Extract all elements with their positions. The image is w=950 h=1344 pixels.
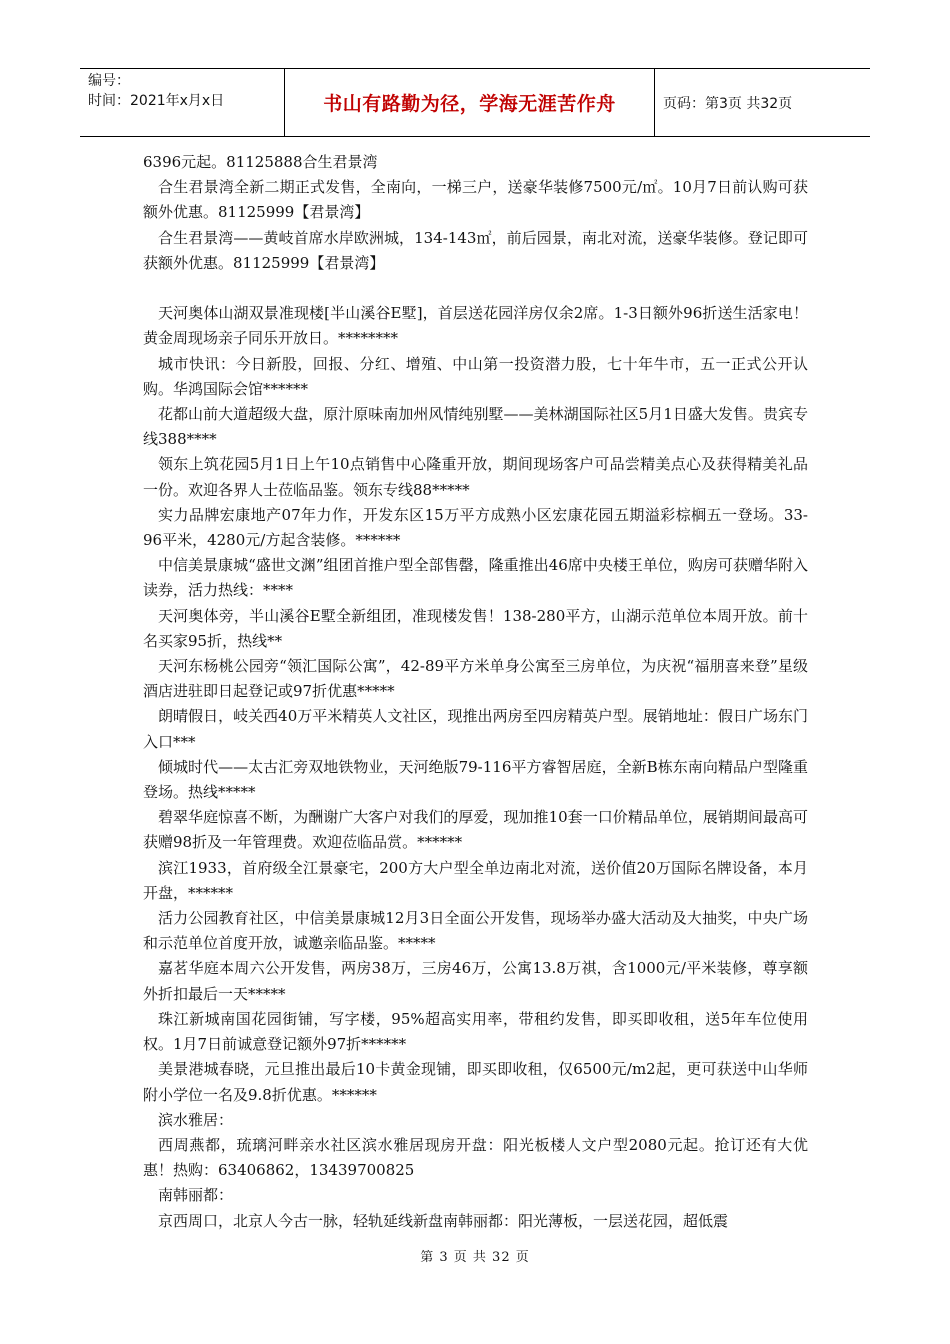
body-paragraph: 领东上筑花园5月1日上午10点销售中心隆重开放，期间现场客户可品尝精美点心及获得精美礼品一份。欢迎各界人士莅临品鉴。领东专线88***** — [143, 455, 808, 499]
body-paragraph: 天河奥体山湖双景准现楼[半山溪谷E墅]，首层送花园洋房仅余2席。1-3日额外96折送生活家电！黄金周现场亲子同乐开放日。******** — [143, 304, 808, 348]
body-paragraph: 天河奥体旁，半山溪谷E墅全新组团，准现楼发售！138-280平方，山湖示范单位本周开放。前十名买家95折，热线** — [143, 606, 808, 650]
body-paragraph: 倾城时代——太古汇旁双地铁物业，天河绝版79-116平方睿智居庭，全新B栋东南向精品户型隆重登场。热线***** — [143, 757, 809, 802]
body-paragraph: 花都山前大道超级大盘，原汁原味南加州风情纯别墅——美林湖国际社区5月1日盛大发售。贵宾专线388**** — [143, 405, 808, 449]
body-paragraph: 珠江新城南国花园街铺，写字楼，95%超高实用率，带租约发售，即买即收租，送5年车位使用权。1月7日前诚意登记额外97折****** — [143, 1009, 808, 1054]
page-footer: 第 3 页 共 32 页 — [420, 1250, 530, 1265]
header-motto: 书山有路勤为径，学海无涯苦作舟 — [285, 69, 655, 136]
body-paragraph: 朗晴假日，岐关西40万平米精英人文社区，现推出两房至四房精英户型。展销地址：假日广场东门入口*** — [143, 707, 808, 751]
body-paragraph: 实力品牌宏康地产07年力作，开发东区15万平方成熟小区宏康花园五期溢彩棕榈五一登场。33-96平米，4280元/方起含装修。****** — [143, 505, 808, 550]
body-paragraph: 6396元起。81125888合生君景湾 — [143, 153, 378, 171]
body-paragraph: 滨江1933，首府级全江景豪宅，200方大户型全单边南北对流，送价值20万国际名牌设备，本月开盘，****** — [143, 858, 808, 902]
body-paragraph: 京西周口，北京人今古一脉，轻轨延线新盘南韩丽都：阳光薄板，一层送花园，超低震 — [158, 1211, 729, 1230]
header-page-label: 页码：第3页 共32页 — [663, 95, 793, 112]
blank-line — [143, 276, 808, 301]
body-paragraph: 滨水雅居： — [158, 1110, 234, 1129]
document-number-label: 编号： — [88, 73, 130, 89]
body-paragraph: 美景港城春晓，元旦推出最后10卡黄金现铺，即买即收租，仅6500元/m2起，更可获送中山华师附小学位一名及9.8折优惠。****** — [143, 1060, 808, 1104]
document-time-label: 时间：2021年x月x日 — [88, 93, 225, 109]
body-paragraph: 天河东杨桃公园旁“领汇国际公寓”，42-89平方米单身公寓至三房单位，为庆祝“福朋喜来登”星级酒店进驻即日起登记或97折优惠***** — [143, 657, 808, 701]
body-paragraph: 活力公园教育社区，中信美景康城12月3日全面公开发售，现场举办盛大活动及大抽奖，中央广场和示范单位首度开放，诚邀亲临品鉴。***** — [143, 909, 808, 953]
document-body — [143, 150, 808, 1234]
body-paragraph: 西周燕都，琉璃河畔亲水社区滨水雅居现房开盘：阳光板楼人文户型2080元起。抢订还有大优惠！热购：63406862，13439700825 — [143, 1135, 808, 1180]
body-paragraph: 合生君景湾全新二期正式发售，全南向，一梯三户，送豪华装修7500元/㎡。10月7日前认购可获额外优惠。81125999【君景湾】 — [143, 178, 808, 222]
header-meta — [80, 69, 285, 136]
body-paragraph: 南韩丽都： — [158, 1186, 234, 1205]
body-paragraph: 碧翠华庭惊喜不断，为酬谢广大客户对我们的厚爱，现加推10套一口价精品单位，展销期间最高可获赠98折及一年管理费。欢迎莅临品赏。****** — [143, 808, 808, 852]
body-paragraph: 嘉茗华庭本周六公开发售，两房38万，三房46万，公寓13.8万祺，含1000元/平米装修，尊享额外折扣最后一天***** — [143, 959, 808, 1003]
page-header — [80, 68, 870, 137]
body-paragraph: 城市快讯：今日新股，回报、分红、增殖、中山第一投资潜力股，七十年牛市，五一正式公开认购。华鸿国际会馆****** — [143, 354, 808, 398]
body-paragraph: 中信美景康城“盛世文渊”组团首推户型全部售罄，隆重推出46席中央楼王单位，购房可获赠华附入读券，活力热线：**** — [143, 556, 808, 600]
body-paragraph: 合生君景湾——黄岐首席水岸欧洲城，134-143㎡，前后园景，南北对流，送豪华装修。登记即可获额外优惠。81125999【君景湾】 — [143, 228, 808, 272]
